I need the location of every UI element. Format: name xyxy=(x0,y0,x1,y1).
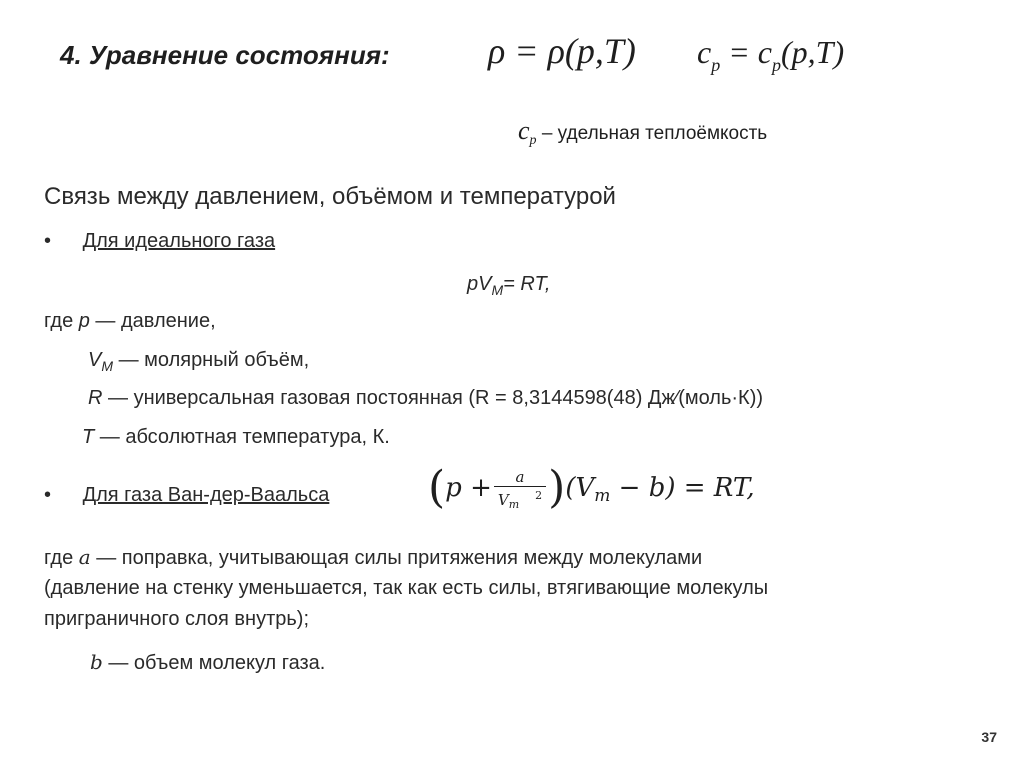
vdw-gas-bullet xyxy=(44,484,329,507)
vdw-gas-label: Для газа Ван-дер-Ваальса xyxy=(82,484,330,506)
section-heading: Связь между давлением, объёмом и температурой xyxy=(44,183,616,210)
bullet-icon: • xyxy=(44,484,52,506)
ideal-gas-equation: $pV_M=$ RT, xyxy=(467,273,551,298)
cp-subscript: p xyxy=(529,133,537,148)
ideal-gas-label: Для идеального газа xyxy=(82,230,276,252)
heat-capacity-definition xyxy=(518,116,767,149)
formula-heat-capacity: $c_p = c_p(p,T)$ xyxy=(697,34,845,75)
slide-title: 4. Уравнение состояния: xyxy=(60,40,390,70)
where-molar-volume: $V_M$ — молярный объём, xyxy=(88,349,310,374)
vdw-equation: (p + $\frac{a}{V_m^2}$ )$(V_m - b)$ = RT, xyxy=(428,462,755,513)
cp-symbol: c xyxy=(518,116,530,145)
where-temperature: T — абсолютная температура, К. xyxy=(82,426,390,448)
a-correction-line-2: (давление на стенку уменьшается, так как есть силы, втягивающие молекулы xyxy=(44,577,769,599)
page-number: 37 xyxy=(981,729,997,745)
where-b-volume: b — объем молекул газа. xyxy=(90,650,326,674)
where-gas-constant: R — универсальная газовая постоянная (R = 8,3144598(48) Дж⁄(моль·К)) xyxy=(88,387,764,409)
where-pressure: где p — давление, xyxy=(44,310,216,332)
a-correction-line-3: приграничного слоя внутрь); xyxy=(44,608,309,630)
bullet-icon: • xyxy=(44,230,52,252)
where-a-correction: где a — поправка, учитывающая силы притяжения между молекулами xyxy=(44,545,703,569)
ideal-gas-bullet xyxy=(44,230,275,253)
cp-description: – удельная теплоёмкость xyxy=(536,123,768,144)
vdw-fraction: $\frac{a}{V_m^2}$ xyxy=(494,468,546,511)
formula-density: ρ = ρ(p,T) xyxy=(488,31,636,71)
